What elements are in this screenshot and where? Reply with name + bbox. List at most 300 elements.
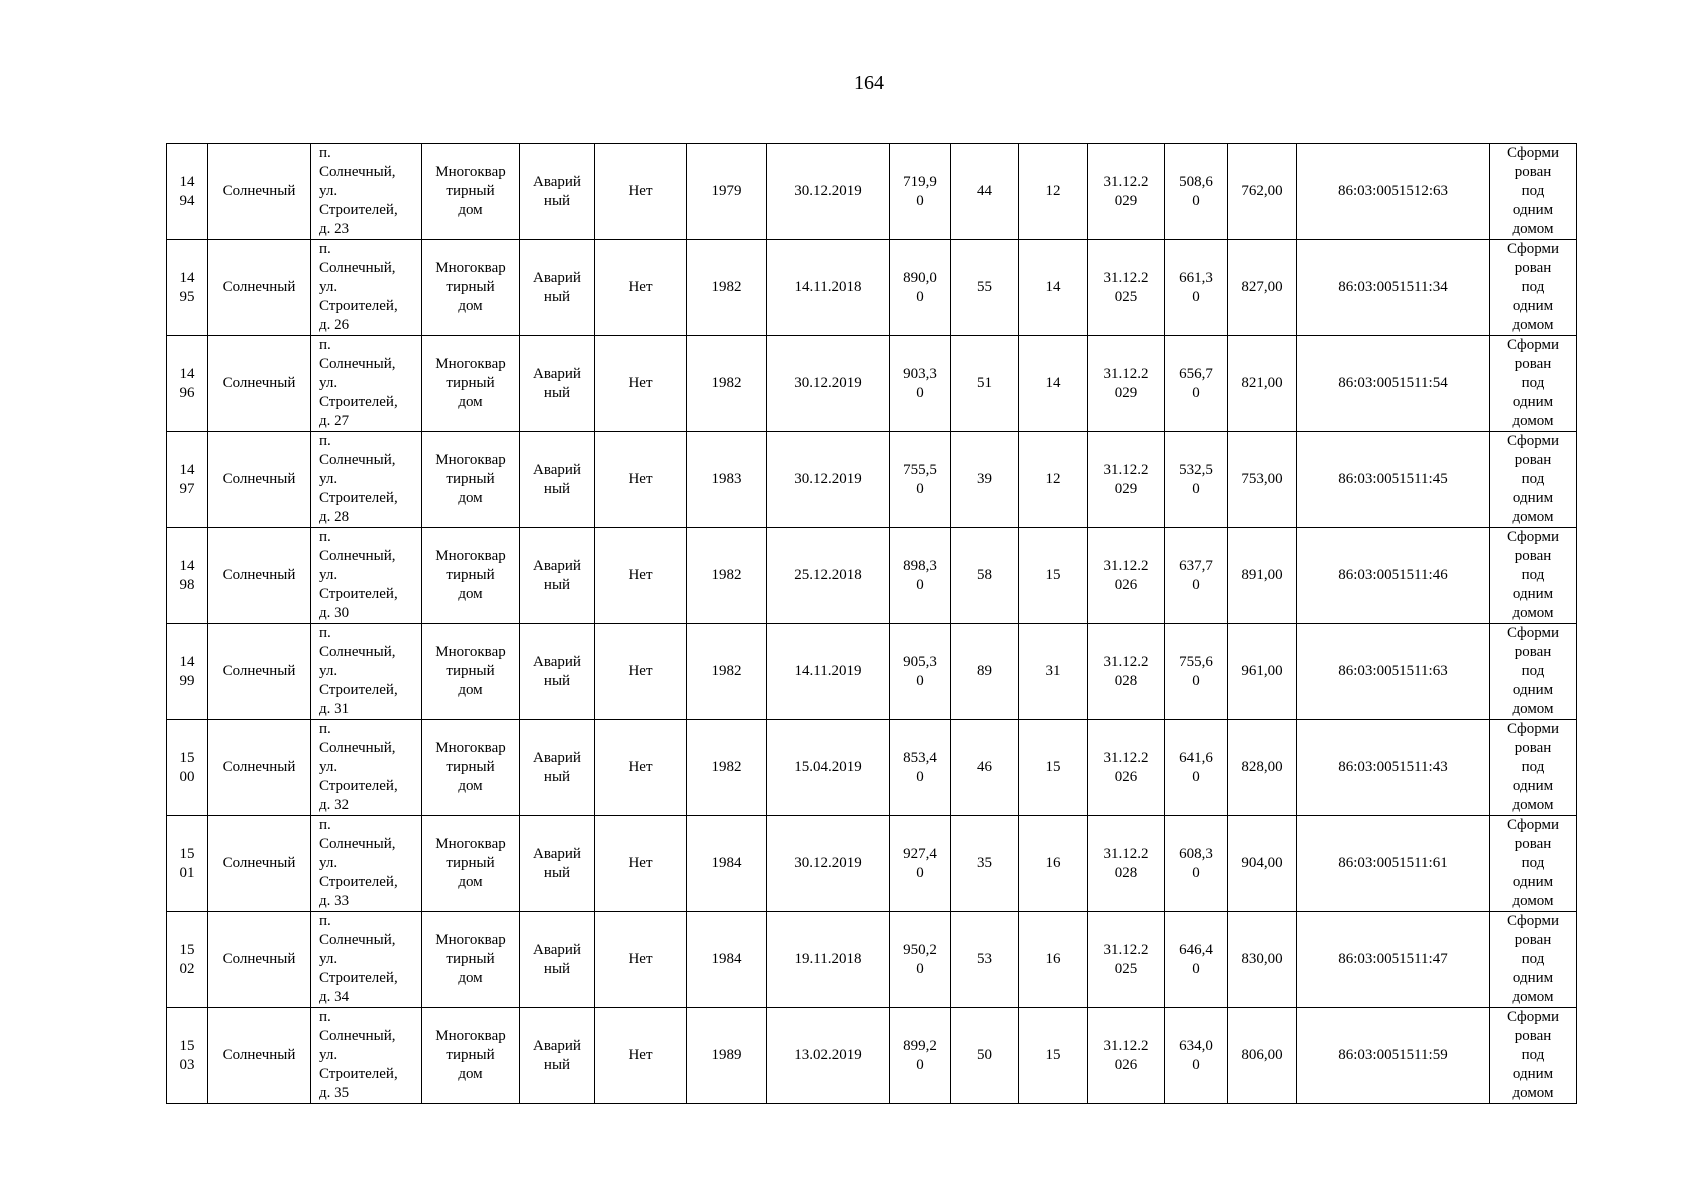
land-area-cell [1228,624,1297,720]
cadastral-number-cell-text: 86:03:0051511:43 [1338,759,1448,775]
build-year-cell [687,1008,767,1104]
residents-count-cell [951,144,1019,240]
apartments-count-cell-text: 14 [1045,375,1061,391]
row-number-cell-text: 14 98 [179,557,195,593]
recognition-date-cell-text: 25.12.2018 [794,567,862,583]
condition-status-cell-text: Аварий ный [533,173,581,209]
land-area-cell-text: 762,00 [1241,183,1283,199]
building-type-cell [422,912,520,1008]
residents-count-cell-text: 35 [977,855,992,871]
cadastral-number-cell-text: 86:03:0051511:46 [1338,567,1448,583]
resettlement-deadline-cell [1088,144,1165,240]
residents-count-cell [951,720,1019,816]
flag-cell-text: Нет [628,471,653,487]
flag-cell [595,720,687,816]
residents-count-cell [951,336,1019,432]
living-area-cell-text: 661,3 0 [1179,269,1213,305]
total-area-cell-text: 927,4 0 [903,845,937,881]
residents-count-cell-text: 44 [977,183,992,199]
total-area-cell-text: 898,3 0 [903,557,937,593]
flag-cell [595,1008,687,1104]
total-area-cell-text: 719,9 0 [903,173,937,209]
build-year-cell-text: 1982 [711,759,742,775]
living-area-cell [1165,144,1228,240]
housing-registry-table [166,143,1577,1104]
living-area-cell-text: 634,0 0 [1179,1037,1213,1073]
flag-cell [595,240,687,336]
land-plot-note-cell [1490,528,1577,624]
land-plot-note-cell [1490,144,1577,240]
resettlement-deadline-cell-text: 31.12.2 025 [1103,941,1149,977]
cadastral-number-cell-text: 86:03:0051512:63 [1337,183,1448,199]
living-area-cell [1165,528,1228,624]
condition-status-cell [520,144,595,240]
living-area-cell-text: 641,6 0 [1179,749,1213,785]
recognition-date-cell-text: 14.11.2018 [794,279,862,295]
condition-status-cell-text: Аварий ный [533,653,581,689]
building-type-cell-text: Многоквар тирный дом [435,260,506,314]
build-year-cell [687,816,767,912]
settlement-cell-text: Солнечный [222,1047,296,1063]
table-row [167,912,1577,1008]
recognition-date-cell-text: 30.12.2019 [794,471,862,487]
apartments-count-cell [1019,432,1088,528]
cadastral-number-cell [1297,912,1490,1008]
cadastral-number-cell [1297,624,1490,720]
settlement-cell [208,1008,311,1104]
address-cell [311,528,422,624]
cadastral-number-cell-text: 86:03:0051511:47 [1338,951,1448,967]
build-year-cell [687,912,767,1008]
land-area-cell-text: 827,00 [1241,279,1283,295]
settlement-cell [208,624,311,720]
address-cell [311,240,422,336]
resettlement-deadline-cell-text: 31.12.2 028 [1103,845,1149,881]
cadastral-number-cell-text: 86:03:0051511:59 [1338,1047,1448,1063]
resettlement-deadline-cell-text: 31.12.2 028 [1103,653,1149,689]
total-area-cell-text: 905,3 0 [903,653,937,689]
condition-status-cell-text: Аварий ный [533,941,581,977]
building-type-cell [422,816,520,912]
flag-cell-text: Нет [628,183,653,199]
land-plot-note-cell-text: Сформи рован под одним домом [1506,145,1560,237]
flag-cell [595,432,687,528]
address-cell-text: п. Солнечный, ул. Строителей, д. 33 [319,817,398,909]
apartments-count-cell-text: 15 [1045,1047,1061,1063]
table-row [167,816,1577,912]
residents-count-cell [951,432,1019,528]
flag-cell [595,624,687,720]
residents-count-cell-text: 53 [977,951,992,967]
address-cell-text: п. Солнечный, ул. Строителей, д. 34 [319,913,398,1005]
address-cell-text: п. Солнечный, ул. Строителей, д. 28 [319,433,398,525]
settlement-cell [208,240,311,336]
resettlement-deadline-cell [1088,240,1165,336]
address-cell-text: п. Солнечный, ул. Строителей, д. 27 [319,337,398,429]
land-area-cell-text: 891,00 [1241,567,1283,583]
total-area-cell [890,912,951,1008]
residents-count-cell-text: 51 [977,375,992,391]
apartments-count-cell-text: 15 [1045,567,1061,583]
land-plot-note-cell-text: Сформи рован под одним домом [1506,817,1560,909]
building-type-cell-text: Многоквар тирный дом [435,452,506,506]
build-year-cell [687,240,767,336]
land-plot-note-cell-text: Сформи рован под одним домом [1506,913,1560,1005]
table-row [167,432,1577,528]
condition-status-cell-text: Аварий ный [533,365,581,401]
settlement-cell [208,336,311,432]
condition-status-cell [520,432,595,528]
condition-status-cell-text: Аварий ный [533,269,581,305]
building-type-cell [422,528,520,624]
settlement-cell-text: Солнечный [222,951,296,967]
living-area-cell [1165,240,1228,336]
recognition-date-cell-text: 30.12.2019 [794,375,862,391]
recognition-date-cell-text: 15.04.2019 [794,759,862,775]
settlement-cell [208,528,311,624]
settlement-cell-text: Солнечный [222,471,296,487]
land-plot-note-cell [1490,432,1577,528]
building-type-cell-text: Многоквар тирный дом [435,356,506,410]
land-area-cell [1228,816,1297,912]
land-plot-note-cell [1490,336,1577,432]
resettlement-deadline-cell [1088,816,1165,912]
apartments-count-cell-text: 14 [1045,279,1061,295]
cadastral-number-cell [1297,432,1490,528]
apartments-count-cell [1019,528,1088,624]
recognition-date-cell [767,432,890,528]
recognition-date-cell [767,816,890,912]
land-area-cell-text: 821,00 [1241,375,1283,391]
flag-cell [595,144,687,240]
settlement-cell [208,720,311,816]
residents-count-cell [951,912,1019,1008]
settlement-cell [208,432,311,528]
address-cell [311,1008,422,1104]
land-plot-note-cell-text: Сформи рован под одним домом [1506,337,1560,429]
total-area-cell [890,720,951,816]
recognition-date-cell [767,1008,890,1104]
recognition-date-cell-text: 30.12.2019 [794,855,862,871]
resettlement-deadline-cell [1088,528,1165,624]
table-row [167,1008,1577,1104]
residents-count-cell [951,240,1019,336]
living-area-cell [1165,912,1228,1008]
land-area-cell [1228,240,1297,336]
living-area-cell-text: 656,7 0 [1179,365,1213,401]
total-area-cell-text: 903,3 0 [903,365,937,401]
row-number-cell-text: 14 94 [179,173,195,209]
living-area-cell-text: 508,6 0 [1179,173,1213,209]
build-year-cell [687,624,767,720]
build-year-cell [687,432,767,528]
row-number-cell [167,624,208,720]
living-area-cell [1165,816,1228,912]
condition-status-cell [520,912,595,1008]
residents-count-cell-text: 55 [977,279,992,295]
table-row [167,240,1577,336]
address-cell-text: п. Солнечный, ул. Строителей, д. 35 [319,1009,398,1101]
address-cell [311,624,422,720]
residents-count-cell-text: 58 [977,567,992,583]
land-area-cell [1228,528,1297,624]
apartments-count-cell [1019,336,1088,432]
condition-status-cell [520,1008,595,1104]
residents-count-cell-text: 46 [977,759,992,775]
land-plot-note-cell-text: Сформи рован под одним домом [1506,721,1560,813]
row-number-cell-text: 14 96 [179,365,195,401]
settlement-cell [208,144,311,240]
residents-count-cell [951,1008,1019,1104]
address-cell [311,432,422,528]
build-year-cell-text: 1984 [711,855,742,871]
resettlement-deadline-cell-text: 31.12.2 026 [1103,557,1149,593]
flag-cell-text: Нет [628,279,653,295]
building-type-cell-text: Многоквар тирный дом [435,164,506,218]
living-area-cell [1165,624,1228,720]
residents-count-cell [951,816,1019,912]
build-year-cell-text: 1983 [711,471,742,487]
building-type-cell-text: Многоквар тирный дом [435,644,506,698]
apartments-count-cell-text: 16 [1045,855,1061,871]
recognition-date-cell [767,912,890,1008]
condition-status-cell [520,336,595,432]
living-area-cell-text: 646,4 0 [1179,941,1213,977]
cadastral-number-cell [1297,720,1490,816]
total-area-cell [890,528,951,624]
apartments-count-cell-text: 12 [1045,183,1061,199]
row-number-cell [167,528,208,624]
residents-count-cell-text: 39 [977,471,992,487]
build-year-cell [687,144,767,240]
recognition-date-cell-text: 30.12.2019 [794,183,862,199]
build-year-cell [687,528,767,624]
building-type-cell-text: Многоквар тирный дом [435,548,506,602]
residents-count-cell [951,624,1019,720]
condition-status-cell-text: Аварий ный [533,461,581,497]
living-area-cell [1165,1008,1228,1104]
build-year-cell [687,720,767,816]
cadastral-number-cell [1297,816,1490,912]
land-area-cell [1228,432,1297,528]
condition-status-cell [520,720,595,816]
cadastral-number-cell-text: 86:03:0051511:34 [1338,279,1448,295]
apartments-count-cell [1019,912,1088,1008]
building-type-cell [422,240,520,336]
table-row [167,336,1577,432]
settlement-cell-text: Солнечный [222,855,296,871]
address-cell [311,912,422,1008]
living-area-cell [1165,720,1228,816]
row-number-cell [167,816,208,912]
cadastral-number-cell-text: 86:03:0051511:54 [1338,375,1448,391]
land-area-cell [1228,720,1297,816]
row-number-cell [167,720,208,816]
recognition-date-cell [767,528,890,624]
table-row [167,144,1577,240]
land-plot-note-cell [1490,240,1577,336]
row-number-cell [167,336,208,432]
resettlement-deadline-cell [1088,912,1165,1008]
flag-cell-text: Нет [628,567,653,583]
recognition-date-cell [767,336,890,432]
land-plot-note-cell [1490,1008,1577,1104]
row-number-cell [167,432,208,528]
apartments-count-cell [1019,1008,1088,1104]
apartments-count-cell [1019,240,1088,336]
living-area-cell [1165,432,1228,528]
table-row [167,624,1577,720]
flag-cell [595,528,687,624]
living-area-cell [1165,336,1228,432]
land-area-cell [1228,1008,1297,1104]
flag-cell-text: Нет [628,1047,653,1063]
build-year-cell-text: 1982 [711,279,742,295]
resettlement-deadline-cell [1088,720,1165,816]
row-number-cell [167,240,208,336]
row-number-cell [167,144,208,240]
cadastral-number-cell [1297,144,1490,240]
residents-count-cell [951,528,1019,624]
recognition-date-cell [767,144,890,240]
building-type-cell [422,624,520,720]
row-number-cell-text: 15 01 [179,845,195,881]
cadastral-number-cell [1297,336,1490,432]
build-year-cell-text: 1979 [711,183,742,199]
resettlement-deadline-cell [1088,1008,1165,1104]
building-type-cell [422,144,520,240]
total-area-cell [890,1008,951,1104]
land-plot-note-cell [1490,816,1577,912]
condition-status-cell [520,528,595,624]
total-area-cell [890,240,951,336]
apartments-count-cell [1019,624,1088,720]
land-area-cell-text: 753,00 [1241,471,1283,487]
apartments-count-cell-text: 15 [1045,759,1061,775]
building-type-cell [422,720,520,816]
land-area-cell-text: 904,00 [1241,855,1283,871]
land-area-cell [1228,144,1297,240]
flag-cell [595,816,687,912]
apartments-count-cell-text: 16 [1045,951,1061,967]
land-plot-note-cell-text: Сформи рован под одним домом [1506,625,1560,717]
table-body [167,144,1577,1104]
address-cell-text: п. Солнечный, ул. Строителей, д. 31 [319,625,398,717]
recognition-date-cell [767,240,890,336]
apartments-count-cell-text: 12 [1045,471,1061,487]
address-cell-text: п. Солнечный, ул. Строителей, д. 26 [319,241,398,333]
living-area-cell-text: 637,7 0 [1179,557,1213,593]
total-area-cell-text: 950,2 0 [903,941,937,977]
land-plot-note-cell [1490,624,1577,720]
cadastral-number-cell-text: 86:03:0051511:63 [1338,663,1448,679]
land-area-cell-text: 961,00 [1241,663,1283,679]
recognition-date-cell [767,624,890,720]
building-type-cell-text: Многоквар тирный дом [435,932,506,986]
building-type-cell [422,1008,520,1104]
build-year-cell-text: 1989 [711,1047,742,1063]
cadastral-number-cell-text: 86:03:0051511:45 [1338,471,1448,487]
build-year-cell-text: 1984 [711,951,742,967]
condition-status-cell [520,240,595,336]
settlement-cell-text: Солнечный [222,663,296,679]
address-cell [311,336,422,432]
settlement-cell-text: Солнечный [222,183,296,199]
settlement-cell [208,816,311,912]
flag-cell-text: Нет [628,663,653,679]
resettlement-deadline-cell-text: 31.12.2 029 [1103,365,1149,401]
build-year-cell-text: 1982 [711,375,742,391]
resettlement-deadline-cell-text: 31.12.2 029 [1103,461,1149,497]
land-plot-note-cell-text: Сформи рован под одним домом [1506,1009,1560,1101]
living-area-cell-text: 532,5 0 [1179,461,1213,497]
build-year-cell-text: 1982 [711,663,742,679]
settlement-cell [208,912,311,1008]
apartments-count-cell [1019,720,1088,816]
settlement-cell-text: Солнечный [222,375,296,391]
recognition-date-cell [767,720,890,816]
land-area-cell-text: 828,00 [1241,759,1283,775]
flag-cell [595,336,687,432]
address-cell-text: п. Солнечный, ул. Строителей, д. 30 [319,529,398,621]
land-plot-note-cell-text: Сформи рован под одним домом [1506,241,1560,333]
page-number: 164 [854,72,884,94]
resettlement-deadline-cell-text: 31.12.2 026 [1103,749,1149,785]
flag-cell-text: Нет [628,951,653,967]
total-area-cell-text: 755,5 0 [903,461,937,497]
condition-status-cell-text: Аварий ный [533,845,581,881]
resettlement-deadline-cell [1088,336,1165,432]
row-number-cell [167,912,208,1008]
address-cell-text: п. Солнечный, ул. Строителей, д. 32 [319,721,398,813]
cadastral-number-cell [1297,240,1490,336]
condition-status-cell [520,624,595,720]
address-cell-text: п. Солнечный, ул. Строителей, д. 23 [319,145,398,237]
build-year-cell-text: 1982 [711,567,742,583]
build-year-cell [687,336,767,432]
building-type-cell-text: Многоквар тирный дом [435,836,506,890]
settlement-cell-text: Солнечный [222,759,296,775]
settlement-cell-text: Солнечный [222,279,296,295]
apartments-count-cell-text: 31 [1045,663,1061,679]
land-plot-note-cell [1490,912,1577,1008]
table-row [167,528,1577,624]
apartments-count-cell [1019,144,1088,240]
row-number-cell-text: 15 00 [179,749,195,785]
resettlement-deadline-cell-text: 31.12.2 029 [1103,173,1149,209]
table-row [167,720,1577,816]
living-area-cell-text: 755,6 0 [1179,653,1213,689]
cadastral-number-cell [1297,528,1490,624]
condition-status-cell-text: Аварий ный [533,749,581,785]
total-area-cell [890,816,951,912]
address-cell [311,720,422,816]
land-area-cell-text: 806,00 [1241,1047,1283,1063]
land-area-cell [1228,336,1297,432]
total-area-cell [890,336,951,432]
address-cell [311,144,422,240]
resettlement-deadline-cell [1088,624,1165,720]
row-number-cell-text: 15 02 [179,941,195,977]
building-type-cell-text: Многоквар тирный дом [435,740,506,794]
building-type-cell [422,432,520,528]
residents-count-cell-text: 89 [977,663,992,679]
condition-status-cell [520,816,595,912]
land-plot-note-cell-text: Сформи рован под одним домом [1506,529,1560,621]
cadastral-number-cell-text: 86:03:0051511:61 [1338,855,1448,871]
recognition-date-cell-text: 19.11.2018 [794,951,862,967]
land-plot-note-cell [1490,720,1577,816]
